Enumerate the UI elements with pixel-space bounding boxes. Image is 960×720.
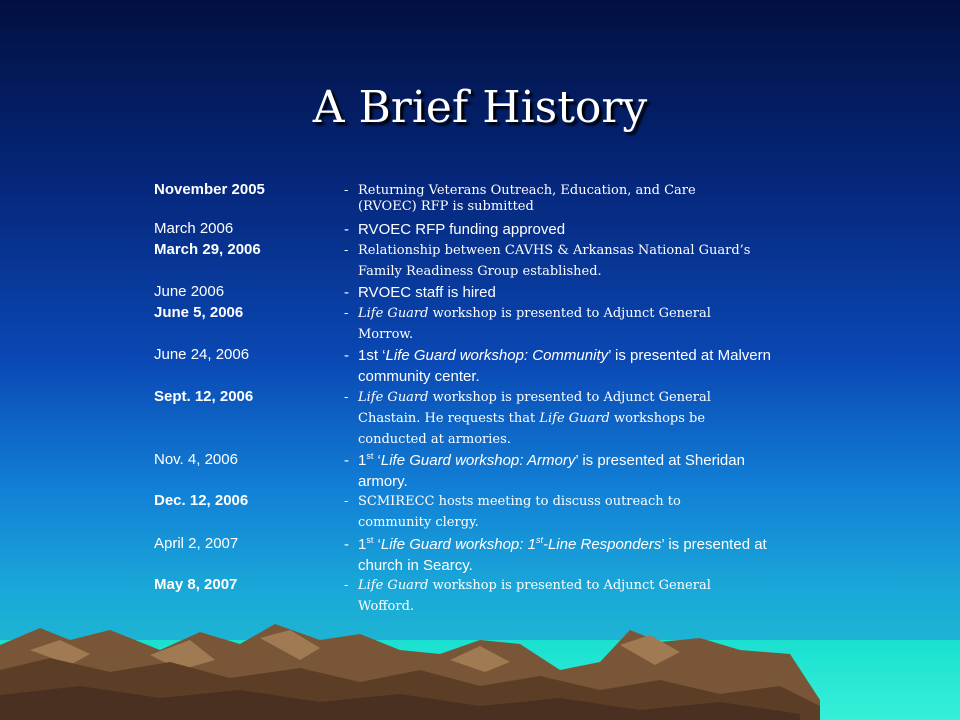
ordinal-suffix: st [366,451,374,461]
entry-description [344,575,814,617]
entry-text-line-2 [344,408,814,429]
entry-dash: - [344,284,349,301]
entry-text-line-2-end: workshops be [609,411,706,426]
entry-date: April 2, 2007 [154,535,239,552]
entry-text-line-1: Relationship between CAVHS & Arkansas National Guard’s [358,243,751,258]
entry-description [344,180,814,217]
entry-text-prefix: 1 [358,536,367,553]
entry-date: Nov. 4, 2006 [154,451,238,468]
entry-dash: - [344,243,349,258]
entry-date: Dec. 12, 2006 [154,492,249,509]
entry-dash: - [344,578,349,593]
entry-description [344,491,814,533]
entry-text-quote: ‘ [373,536,381,553]
ordinal-suffix: st [366,535,374,545]
ordinal-suffix: st [535,535,543,545]
entry-description [344,282,814,303]
entry-dash: - [344,536,349,553]
entry-italic-text-2: -Line Responders [542,536,662,553]
entry-text-line-3: conducted at armories. [358,432,511,447]
entry-text-line-2-start: Chastain. He requests that [358,411,540,426]
entry-text-line-1: SCMIRECC hosts meeting to discuss outreach to [358,494,681,509]
entry-text-quote: ‘ [373,452,381,469]
entry-date: March 29, 2006 [154,241,261,258]
entry-description [344,303,814,345]
slide-title: A Brief History [312,82,648,133]
entry-description [344,219,814,240]
entry-dash: - [344,494,349,509]
entry-italic-text: Life Guard workshop: Armory [380,452,576,469]
entry-date: May 8, 2007 [154,576,238,593]
entry-date: June 2006 [154,283,225,300]
entry-text-line-1: workshop is presented to Adjunct General [428,306,711,321]
entry-text-line-1: ’ is presented at Sheridan [575,452,745,469]
entry-italic-text: Life Guard [539,411,610,426]
entry-dash: - [344,347,349,364]
entry-date: Sept. 12, 2006 [154,388,254,405]
entry-dash: - [344,390,349,405]
entry-italic-text: Life Guard [358,390,429,405]
entry-dash: - [344,306,349,321]
entry-italic-text: Life Guard [358,578,429,593]
entry-text-line-2: Family Readiness Group established. [358,264,602,279]
entry-italic-text: Life Guard workshop: Community [385,347,609,364]
entry-description [344,345,814,387]
entry-text-line-1: workshop is presented to Adjunct General [428,578,711,593]
entry-description [344,450,814,492]
entry-text-prefix: 1st ‘ [358,347,386,364]
entry-italic-text: Life Guard workshop: 1 [380,536,536,553]
entry-text-line-2: community clergy. [358,515,479,530]
entry-text-line-2: (RVOEC) RFP is submitted [358,199,534,214]
entry-text-line-1: RVOEC RFP funding approved [358,221,566,238]
entry-dash: - [344,221,349,238]
entry-text-line-2: church in Searcy. [358,557,473,574]
entry-description [344,387,814,450]
entry-text-line-1: workshop is presented to Adjunct General [428,390,711,405]
entry-date: March 2006 [154,220,234,237]
entry-text-line-1: Returning Veterans Outreach, Education, and Care [358,183,696,198]
entry-date: June 24, 2006 [154,346,250,363]
entry-text-line-1: ’ is presented at [661,536,767,553]
entry-text-line-1: ’ is presented at Malvern [608,347,771,364]
mountain-range [0,610,960,720]
entry-dash: - [344,183,349,198]
entry-text-line-2: armory. [358,473,408,490]
entry-text-line-1: RVOEC staff is hired [358,284,496,301]
entry-date: June 5, 2006 [154,304,244,321]
entry-text-prefix: 1 [358,452,367,469]
entry-text-line-2: community center. [358,368,480,385]
entry-text-line-2: Morrow. [358,327,414,342]
entry-italic-text: Life Guard [358,306,429,321]
entry-text-line-2: Wofford. [358,599,415,614]
entry-description [344,534,814,576]
entry-description [344,240,814,282]
entry-date: November 2005 [154,181,265,198]
entry-dash: - [344,452,349,469]
